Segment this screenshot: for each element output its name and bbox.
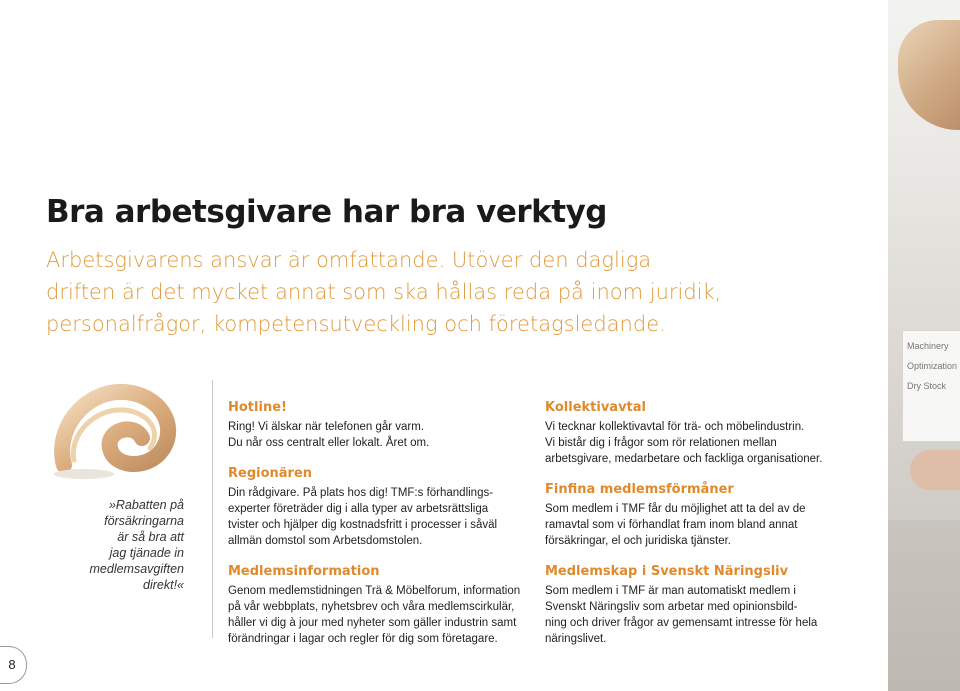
- benefits-column: [545, 399, 865, 647]
- section-medlemsinformation: [228, 563, 528, 647]
- body-line: ning och driver frågor av gemensamt intresse för hela: [545, 617, 818, 629]
- page-title: Bra arbetsgivare har bra verktyg: [46, 194, 607, 230]
- body-line: försäkringar, el och juridiska tjänster.: [545, 535, 732, 547]
- section-kollektivavtal: [545, 399, 865, 467]
- body-line: Din rådgivare. På plats hos dig! TMF:s förhandlings-: [228, 487, 494, 499]
- section-regionaren: [228, 465, 528, 549]
- quote-line: »Rabatten på: [108, 498, 184, 512]
- body-line: experter företräder dig i alla typer av arbetsrättsliga: [228, 503, 489, 515]
- section-title: Finfina medlemsförmåner: [545, 482, 734, 497]
- body-line: Svenskt Näringsliv som arbetar med opinionsbild-: [545, 601, 798, 613]
- section-body: [545, 583, 865, 647]
- intro-paragraph: [46, 244, 746, 340]
- body-line: på vår webbplats, nyhetsbrev och våra medlemscirkulär,: [228, 601, 515, 613]
- board-text-2: Optimization: [907, 361, 958, 371]
- board-text-3: Dry Stock: [907, 381, 947, 391]
- quote-line: direkt!«: [143, 578, 184, 592]
- section-title: Medlemskap i Svenskt Näringsliv: [545, 564, 789, 579]
- quote-line: är så bra att: [117, 530, 184, 544]
- body-line: tvister och hjälper dig kostnadsfritt i processer i såväl: [228, 519, 498, 531]
- page-number: 8: [0, 646, 27, 684]
- quote-line: jag tjänade in: [109, 546, 184, 560]
- body-line: Som medlem i TMF är man automatiskt medlem i: [545, 585, 796, 597]
- body-line: förändringar i lagar och regler för dig som företagare.: [228, 633, 498, 645]
- section-body: [545, 419, 865, 467]
- wood-shaving-photo-detail: [898, 20, 960, 130]
- column-divider: [212, 380, 213, 638]
- body-line: Som medlem i TMF får du möjlighet att ta del av de: [545, 503, 806, 515]
- body-line: håller vi dig à jour med nyheter som gäller industrin samt: [228, 617, 517, 629]
- section-title: Kollektivavtal: [545, 400, 646, 415]
- person-photo-detail: [888, 520, 960, 691]
- board-text-1: Machinery: [907, 341, 949, 351]
- background-photo: [888, 0, 960, 691]
- section-title: Regionären: [228, 466, 313, 481]
- hand-photo-detail: [910, 450, 960, 490]
- body-line: allmän domstol som Arbetsdomstolen.: [228, 535, 423, 547]
- section-body: [228, 419, 528, 451]
- body-line: Ring! Vi älskar när telefonen går varm.: [228, 421, 425, 433]
- intro-line: personalfrågor, kompetensutveckling och företagsledande.: [46, 312, 666, 336]
- intro-line: driften är det mycket annat som ska hållas reda på inom juridik,: [46, 280, 722, 304]
- section-hotline: [228, 399, 528, 451]
- intro-line: Arbetsgivarens ansvar är omfattande. Utöver den dagliga: [46, 248, 652, 272]
- body-line: Vi tecknar kollektivavtal för trä- och möbelindustrin.: [545, 421, 805, 433]
- section-title: Hotline!: [228, 400, 287, 415]
- section-body: [545, 501, 865, 549]
- quote-line: försäkringarna: [104, 514, 184, 528]
- section-body: [228, 485, 528, 549]
- body-line: ramavtal som vi förhandlat fram inom bland annat: [545, 519, 798, 531]
- quote-line: medlemsavgiften: [89, 562, 184, 576]
- testimonial-quote: [60, 497, 184, 593]
- services-column: [228, 399, 528, 647]
- section-medlemsformaner: [545, 481, 865, 549]
- body-line: Du når oss centralt eller lokalt. Året om.: [228, 437, 430, 449]
- body-line: näringslivet.: [545, 633, 607, 645]
- wood-shavings-image: [44, 370, 194, 485]
- body-line: Vi bistår dig i frågor som rör relationen mellan: [545, 437, 777, 449]
- section-title: Medlemsinformation: [228, 564, 380, 579]
- section-svenskt-naringsliv: [545, 563, 865, 647]
- section-body: [228, 583, 528, 647]
- whiteboard-photo-detail: [902, 330, 960, 442]
- body-line: arbetsgivare, medarbetare och fackliga organisationer.: [545, 453, 823, 465]
- body-line: Genom medlemstidningen Trä & Möbelforum, information: [228, 585, 521, 597]
